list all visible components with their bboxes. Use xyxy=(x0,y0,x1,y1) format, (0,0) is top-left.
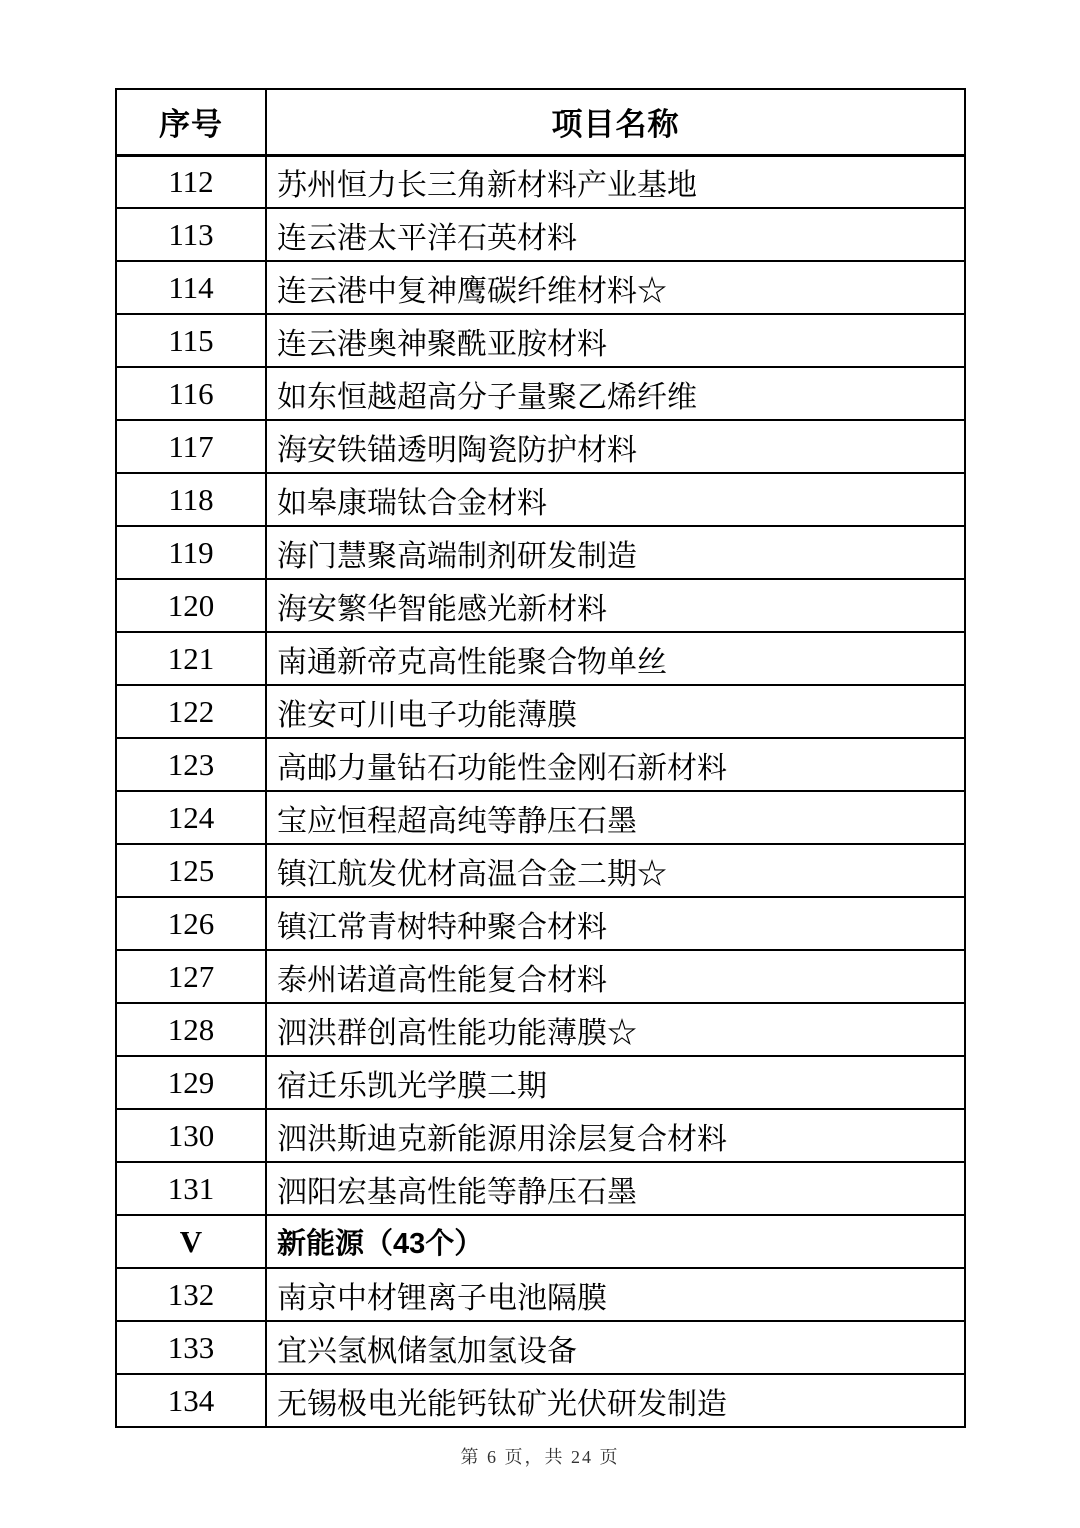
table-row xyxy=(116,950,965,1003)
project-name-cell: 如东恒越超高分子量聚乙烯纤维 xyxy=(266,367,965,420)
table-row xyxy=(116,261,965,314)
project-name-cell: 宝应恒程超高纯等静压石墨 xyxy=(266,791,965,844)
row-number-cell: 122 xyxy=(116,685,266,738)
row-number-cell: 115 xyxy=(116,314,266,367)
project-name-cell: 镇江航发优材高温合金二期☆ xyxy=(266,844,965,897)
project-name-cell: 泗洪群创高性能功能薄膜☆ xyxy=(266,1003,965,1056)
row-number-cell: 121 xyxy=(116,632,266,685)
row-number-cell: 126 xyxy=(116,897,266,950)
table-row xyxy=(116,1374,965,1427)
project-name-cell: 无锡极电光能钙钛矿光伏研发制造 xyxy=(266,1374,965,1427)
table-header-num: 序号 xyxy=(116,89,266,155)
table-row xyxy=(116,844,965,897)
table-row xyxy=(116,791,965,844)
project-name-cell: 南京中材锂离子电池隔膜 xyxy=(266,1268,965,1321)
project-name-cell: 高邮力量钻石功能性金刚石新材料 xyxy=(266,738,965,791)
row-number-cell: 120 xyxy=(116,579,266,632)
project-name-cell: 淮安可川电子功能薄膜 xyxy=(266,685,965,738)
table-row xyxy=(116,1268,965,1321)
project-name-cell: 宜兴氢枫储氢加氢设备 xyxy=(266,1321,965,1374)
row-number-cell: V xyxy=(116,1215,266,1268)
row-number-cell: 113 xyxy=(116,208,266,261)
table-row xyxy=(116,473,965,526)
project-name-cell: 泰州诺道高性能复合材料 xyxy=(266,950,965,1003)
table-row xyxy=(116,685,965,738)
project-name-cell: 如皋康瑞钛合金材料 xyxy=(266,473,965,526)
table-row xyxy=(116,1003,965,1056)
table-body xyxy=(116,155,965,1427)
project-name-cell: 连云港中复神鹰碳纤维材料☆ xyxy=(266,261,965,314)
table-row xyxy=(116,579,965,632)
project-name-cell: 苏州恒力长三角新材料产业基地 xyxy=(266,155,965,208)
project-name-cell: 镇江常青树特种聚合材料 xyxy=(266,897,965,950)
project-name-cell: 泗洪斯迪克新能源用涂层复合材料 xyxy=(266,1109,965,1162)
table-row xyxy=(116,314,965,367)
table-row xyxy=(116,1321,965,1374)
table-row xyxy=(116,367,965,420)
table-row xyxy=(116,632,965,685)
row-number-cell: 125 xyxy=(116,844,266,897)
project-name-cell: 宿迁乐凯光学膜二期 xyxy=(266,1056,965,1109)
row-number-cell: 127 xyxy=(116,950,266,1003)
row-number-cell: 118 xyxy=(116,473,266,526)
row-number-cell: 123 xyxy=(116,738,266,791)
table-row xyxy=(116,1162,965,1215)
table-row xyxy=(116,155,965,208)
project-name-cell: 连云港太平洋石英材料 xyxy=(266,208,965,261)
table-header xyxy=(116,89,965,155)
project-name-cell: 新能源（43个） xyxy=(266,1215,965,1268)
row-number-cell: 131 xyxy=(116,1162,266,1215)
table-row xyxy=(116,1056,965,1109)
table-header-row xyxy=(116,89,965,155)
table-row xyxy=(116,1109,965,1162)
project-name-cell: 海安铁锚透明陶瓷防护材料 xyxy=(266,420,965,473)
project-name-cell: 泗阳宏基高性能等静压石墨 xyxy=(266,1162,965,1215)
row-number-cell: 124 xyxy=(116,791,266,844)
project-name-cell: 连云港奥神聚酰亚胺材料 xyxy=(266,314,965,367)
row-number-cell: 112 xyxy=(116,155,266,208)
row-number-cell: 114 xyxy=(116,261,266,314)
project-name-cell: 海门慧聚高端制剂研发制造 xyxy=(266,526,965,579)
table-row xyxy=(116,1215,965,1268)
table-row xyxy=(116,897,965,950)
table-row xyxy=(116,420,965,473)
row-number-cell: 134 xyxy=(116,1374,266,1427)
row-number-cell: 133 xyxy=(116,1321,266,1374)
table-row xyxy=(116,738,965,791)
page-footer: 第 6 页，共 24 页 xyxy=(460,1447,620,1467)
row-number-cell: 129 xyxy=(116,1056,266,1109)
table-row xyxy=(116,208,965,261)
project-name-cell: 南通新帝克高性能聚合物单丝 xyxy=(266,632,965,685)
table-row xyxy=(116,526,965,579)
table-header-name: 项目名称 xyxy=(266,89,965,155)
project-name-cell: 海安繁华智能感光新材料 xyxy=(266,579,965,632)
row-number-cell: 128 xyxy=(116,1003,266,1056)
row-number-cell: 116 xyxy=(116,367,266,420)
row-number-cell: 130 xyxy=(116,1109,266,1162)
row-number-cell: 117 xyxy=(116,420,266,473)
row-number-cell: 119 xyxy=(116,526,266,579)
row-number-cell: 132 xyxy=(116,1268,266,1321)
projects-table xyxy=(115,88,966,1428)
